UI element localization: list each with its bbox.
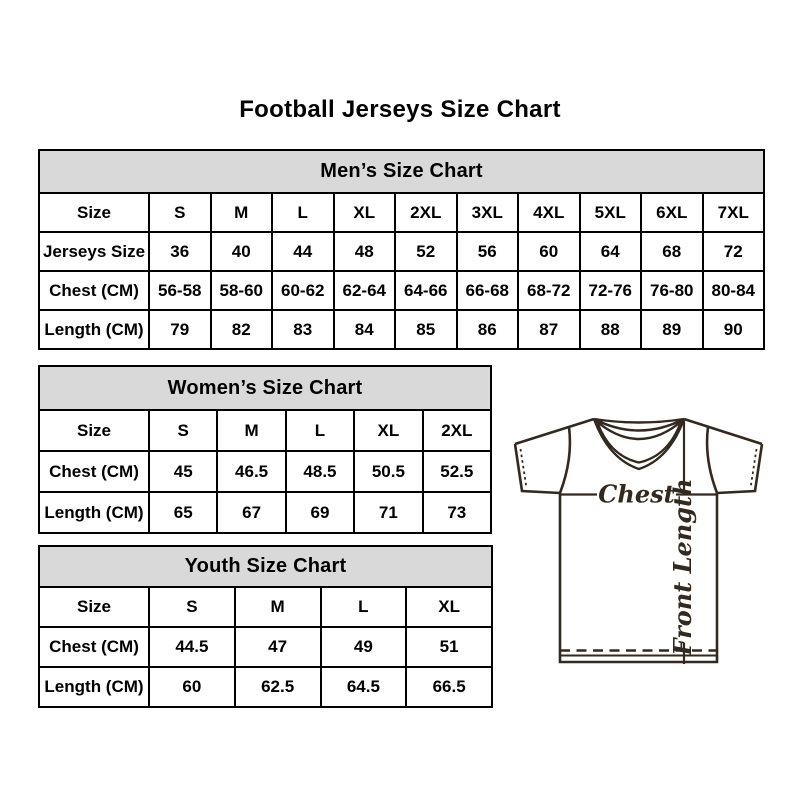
size-value-cell: 68	[641, 232, 703, 271]
row-label: Size	[39, 410, 149, 451]
row-label: Jerseys Size	[39, 232, 149, 271]
size-value-cell: 79	[149, 310, 211, 349]
size-value-cell: 46.5	[217, 451, 285, 492]
size-value-cell: 67	[217, 492, 285, 533]
size-value-cell: 85	[395, 310, 457, 349]
size-value-cell: 6XL	[641, 193, 703, 232]
size-value-cell: 58-60	[211, 271, 273, 310]
size-value-cell: 52	[395, 232, 457, 271]
size-value-cell: 69	[286, 492, 354, 533]
size-value-cell: 86	[457, 310, 519, 349]
size-value-cell: 72	[703, 232, 765, 271]
size-value-cell: 50.5	[354, 451, 422, 492]
jersey-right-sleeve	[707, 427, 762, 493]
page-title: Football Jerseys Size Chart	[239, 96, 561, 123]
size-value-cell: 89	[641, 310, 703, 349]
table-title-row	[39, 150, 764, 193]
chest-label: Chest	[598, 479, 675, 509]
size-value-cell: 2XL	[395, 193, 457, 232]
size-value-cell: 62-64	[334, 271, 396, 310]
table-row	[39, 587, 492, 627]
table-row	[39, 271, 764, 310]
size-value-cell: XL	[354, 410, 422, 451]
size-value-cell: 44.5	[149, 627, 235, 667]
size-value-cell: 82	[211, 310, 273, 349]
size-value-cell: 2XL	[423, 410, 491, 451]
size-value-cell: 51	[406, 627, 492, 667]
size-value-cell: L	[272, 193, 334, 232]
row-label: Size	[39, 587, 149, 627]
table-row	[39, 310, 764, 349]
size-value-cell: S	[149, 193, 211, 232]
table-row	[39, 492, 491, 533]
youth-table-title: Youth Size Chart	[39, 546, 492, 587]
jersey-left-sleeve	[515, 427, 570, 493]
size-value-cell: 64	[580, 232, 642, 271]
mens-table	[38, 149, 765, 350]
table-title-row	[39, 546, 492, 587]
row-label: Length (CM)	[39, 310, 149, 349]
size-value-cell: 36	[149, 232, 211, 271]
row-label: Size	[39, 193, 149, 232]
mens-table-title: Men’s Size Chart	[39, 150, 764, 193]
size-value-cell: 52.5	[423, 451, 491, 492]
size-value-cell: 68-72	[518, 271, 580, 310]
front-length-label: Front Length	[668, 478, 697, 656]
size-value-cell: 60	[149, 667, 235, 707]
table-row	[39, 451, 491, 492]
size-value-cell: 88	[580, 310, 642, 349]
youth-table	[38, 545, 493, 708]
table-row	[39, 627, 492, 667]
size-value-cell: 84	[334, 310, 396, 349]
size-value-cell: XL	[406, 587, 492, 627]
size-value-cell: 60-62	[272, 271, 334, 310]
table-title-row	[39, 366, 491, 410]
youth-size-chart-table	[38, 545, 493, 708]
size-value-cell: 64-66	[395, 271, 457, 310]
table-row	[39, 410, 491, 451]
womens-size-chart-table	[38, 365, 492, 534]
mens-size-chart-table	[38, 149, 765, 350]
jersey-measurement-diagram	[503, 411, 780, 679]
size-value-cell: 56-58	[149, 271, 211, 310]
size-value-cell: M	[211, 193, 273, 232]
size-value-cell: 44	[272, 232, 334, 271]
size-value-cell: 80-84	[703, 271, 765, 310]
table-row	[39, 667, 492, 707]
womens-table-title: Women’s Size Chart	[39, 366, 491, 410]
size-value-cell: L	[321, 587, 407, 627]
size-value-cell: 71	[354, 492, 422, 533]
size-value-cell: 45	[149, 451, 217, 492]
size-value-cell: 47	[235, 627, 321, 667]
size-value-cell: 83	[272, 310, 334, 349]
size-value-cell: S	[149, 587, 235, 627]
size-value-cell: 76-80	[641, 271, 703, 310]
size-value-cell: 48	[334, 232, 396, 271]
jersey-collar	[594, 419, 684, 469]
size-value-cell: 65	[149, 492, 217, 533]
size-value-cell: 40	[211, 232, 273, 271]
size-value-cell: 87	[518, 310, 580, 349]
row-label: Chest (CM)	[39, 451, 149, 492]
size-value-cell: M	[235, 587, 321, 627]
size-value-cell: 48.5	[286, 451, 354, 492]
size-value-cell: M	[217, 410, 285, 451]
row-label: Length (CM)	[39, 667, 149, 707]
size-value-cell: 64.5	[321, 667, 407, 707]
size-value-cell: 5XL	[580, 193, 642, 232]
row-label: Length (CM)	[39, 492, 149, 533]
size-value-cell: 56	[457, 232, 519, 271]
size-value-cell: 7XL	[703, 193, 765, 232]
size-value-cell: 62.5	[235, 667, 321, 707]
size-value-cell: L	[286, 410, 354, 451]
size-value-cell: 60	[518, 232, 580, 271]
size-value-cell: 4XL	[518, 193, 580, 232]
size-value-cell: 73	[423, 492, 491, 533]
table-row	[39, 193, 764, 232]
size-value-cell: XL	[334, 193, 396, 232]
size-value-cell: S	[149, 410, 217, 451]
womens-table	[38, 365, 492, 534]
size-value-cell: 90	[703, 310, 765, 349]
size-value-cell: 66-68	[457, 271, 519, 310]
row-label: Chest (CM)	[39, 627, 149, 667]
row-label: Chest (CM)	[39, 271, 149, 310]
size-value-cell: 49	[321, 627, 407, 667]
size-value-cell: 72-76	[580, 271, 642, 310]
size-value-cell: 3XL	[457, 193, 519, 232]
size-value-cell: 66.5	[406, 667, 492, 707]
table-row	[39, 232, 764, 271]
